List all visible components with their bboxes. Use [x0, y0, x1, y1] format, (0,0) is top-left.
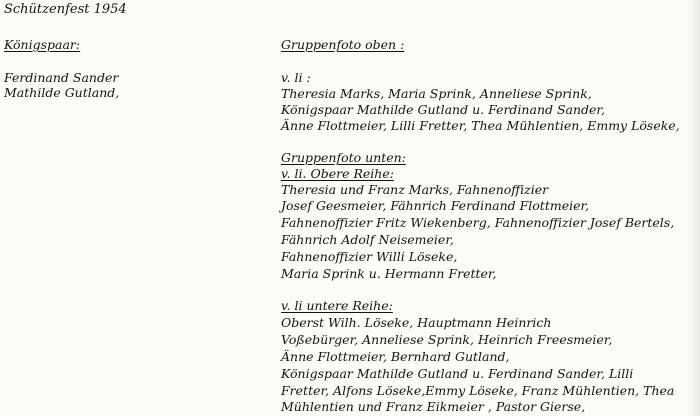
koenigspaar-name-1: Ferdinand Sander — [4, 70, 119, 85]
lower-line-3: Änne Flottmeier, Bernhard Gutland, — [281, 349, 510, 364]
page-edge-shadow — [690, 0, 700, 416]
lower-line-1: Oberst Wilh. Löseke, Hauptmann Heinrich — [281, 315, 552, 330]
top-line-1: v. li : — [281, 70, 311, 85]
lower-line-5: Fretter, Alfons Löseke,Emmy Löseke, Franz Mühlentien, Thea — [281, 383, 675, 398]
upper-line-5: Fahnenoffizier Willi Löseke, — [281, 249, 458, 264]
untere-reihe-heading: v. li untere Reihe: — [281, 298, 393, 313]
upper-line-3: Fahnenoffizier Fritz Wiekenberg, Fahnenoffizier Josef Bertels, — [281, 215, 675, 230]
lower-line-4: Königspaar Mathilde Gutland u. Ferdinand Sander, Lilli — [281, 366, 634, 381]
lower-line-6: Mühlentien und Franz Eikmeier , Pastor Gierse, — [281, 399, 586, 414]
upper-line-2: Josef Geesmeier, Fähnrich Ferdinand Flottmeier, — [281, 198, 590, 213]
koenigspaar-heading: Königspaar: — [4, 37, 81, 52]
upper-line-6: Maria Sprink u. Hermann Fretter, — [281, 266, 497, 281]
upper-line-1: Theresia und Franz Marks, Fahnenoffizier — [281, 182, 549, 197]
top-line-4: Änne Flottmeier, Lilli Fretter, Thea Mühlentien, Emmy Löseke, — [281, 118, 680, 133]
lower-line-2: Voßebürger, Anneliese Sprink, Heinrich Freesmeier, — [281, 332, 613, 347]
document-title: Schützenfest 1954 — [4, 2, 127, 17]
top-line-3: Königspaar Mathilde Gutland u. Ferdinand Sander, — [281, 102, 606, 117]
gruppenfoto-unten-heading: Gruppenfoto unten: — [281, 150, 406, 165]
gruppenfoto-oben-heading: Gruppenfoto oben : — [281, 37, 405, 52]
upper-line-4: Fähnrich Adolf Neisemeier, — [281, 232, 454, 247]
obere-reihe-heading: v. li. Obere Reihe: — [281, 166, 394, 181]
top-line-2: Theresia Marks, Maria Sprink, Anneliese Sprink, — [281, 86, 592, 101]
koenigspaar-name-2: Mathilde Gutland, — [4, 85, 120, 100]
